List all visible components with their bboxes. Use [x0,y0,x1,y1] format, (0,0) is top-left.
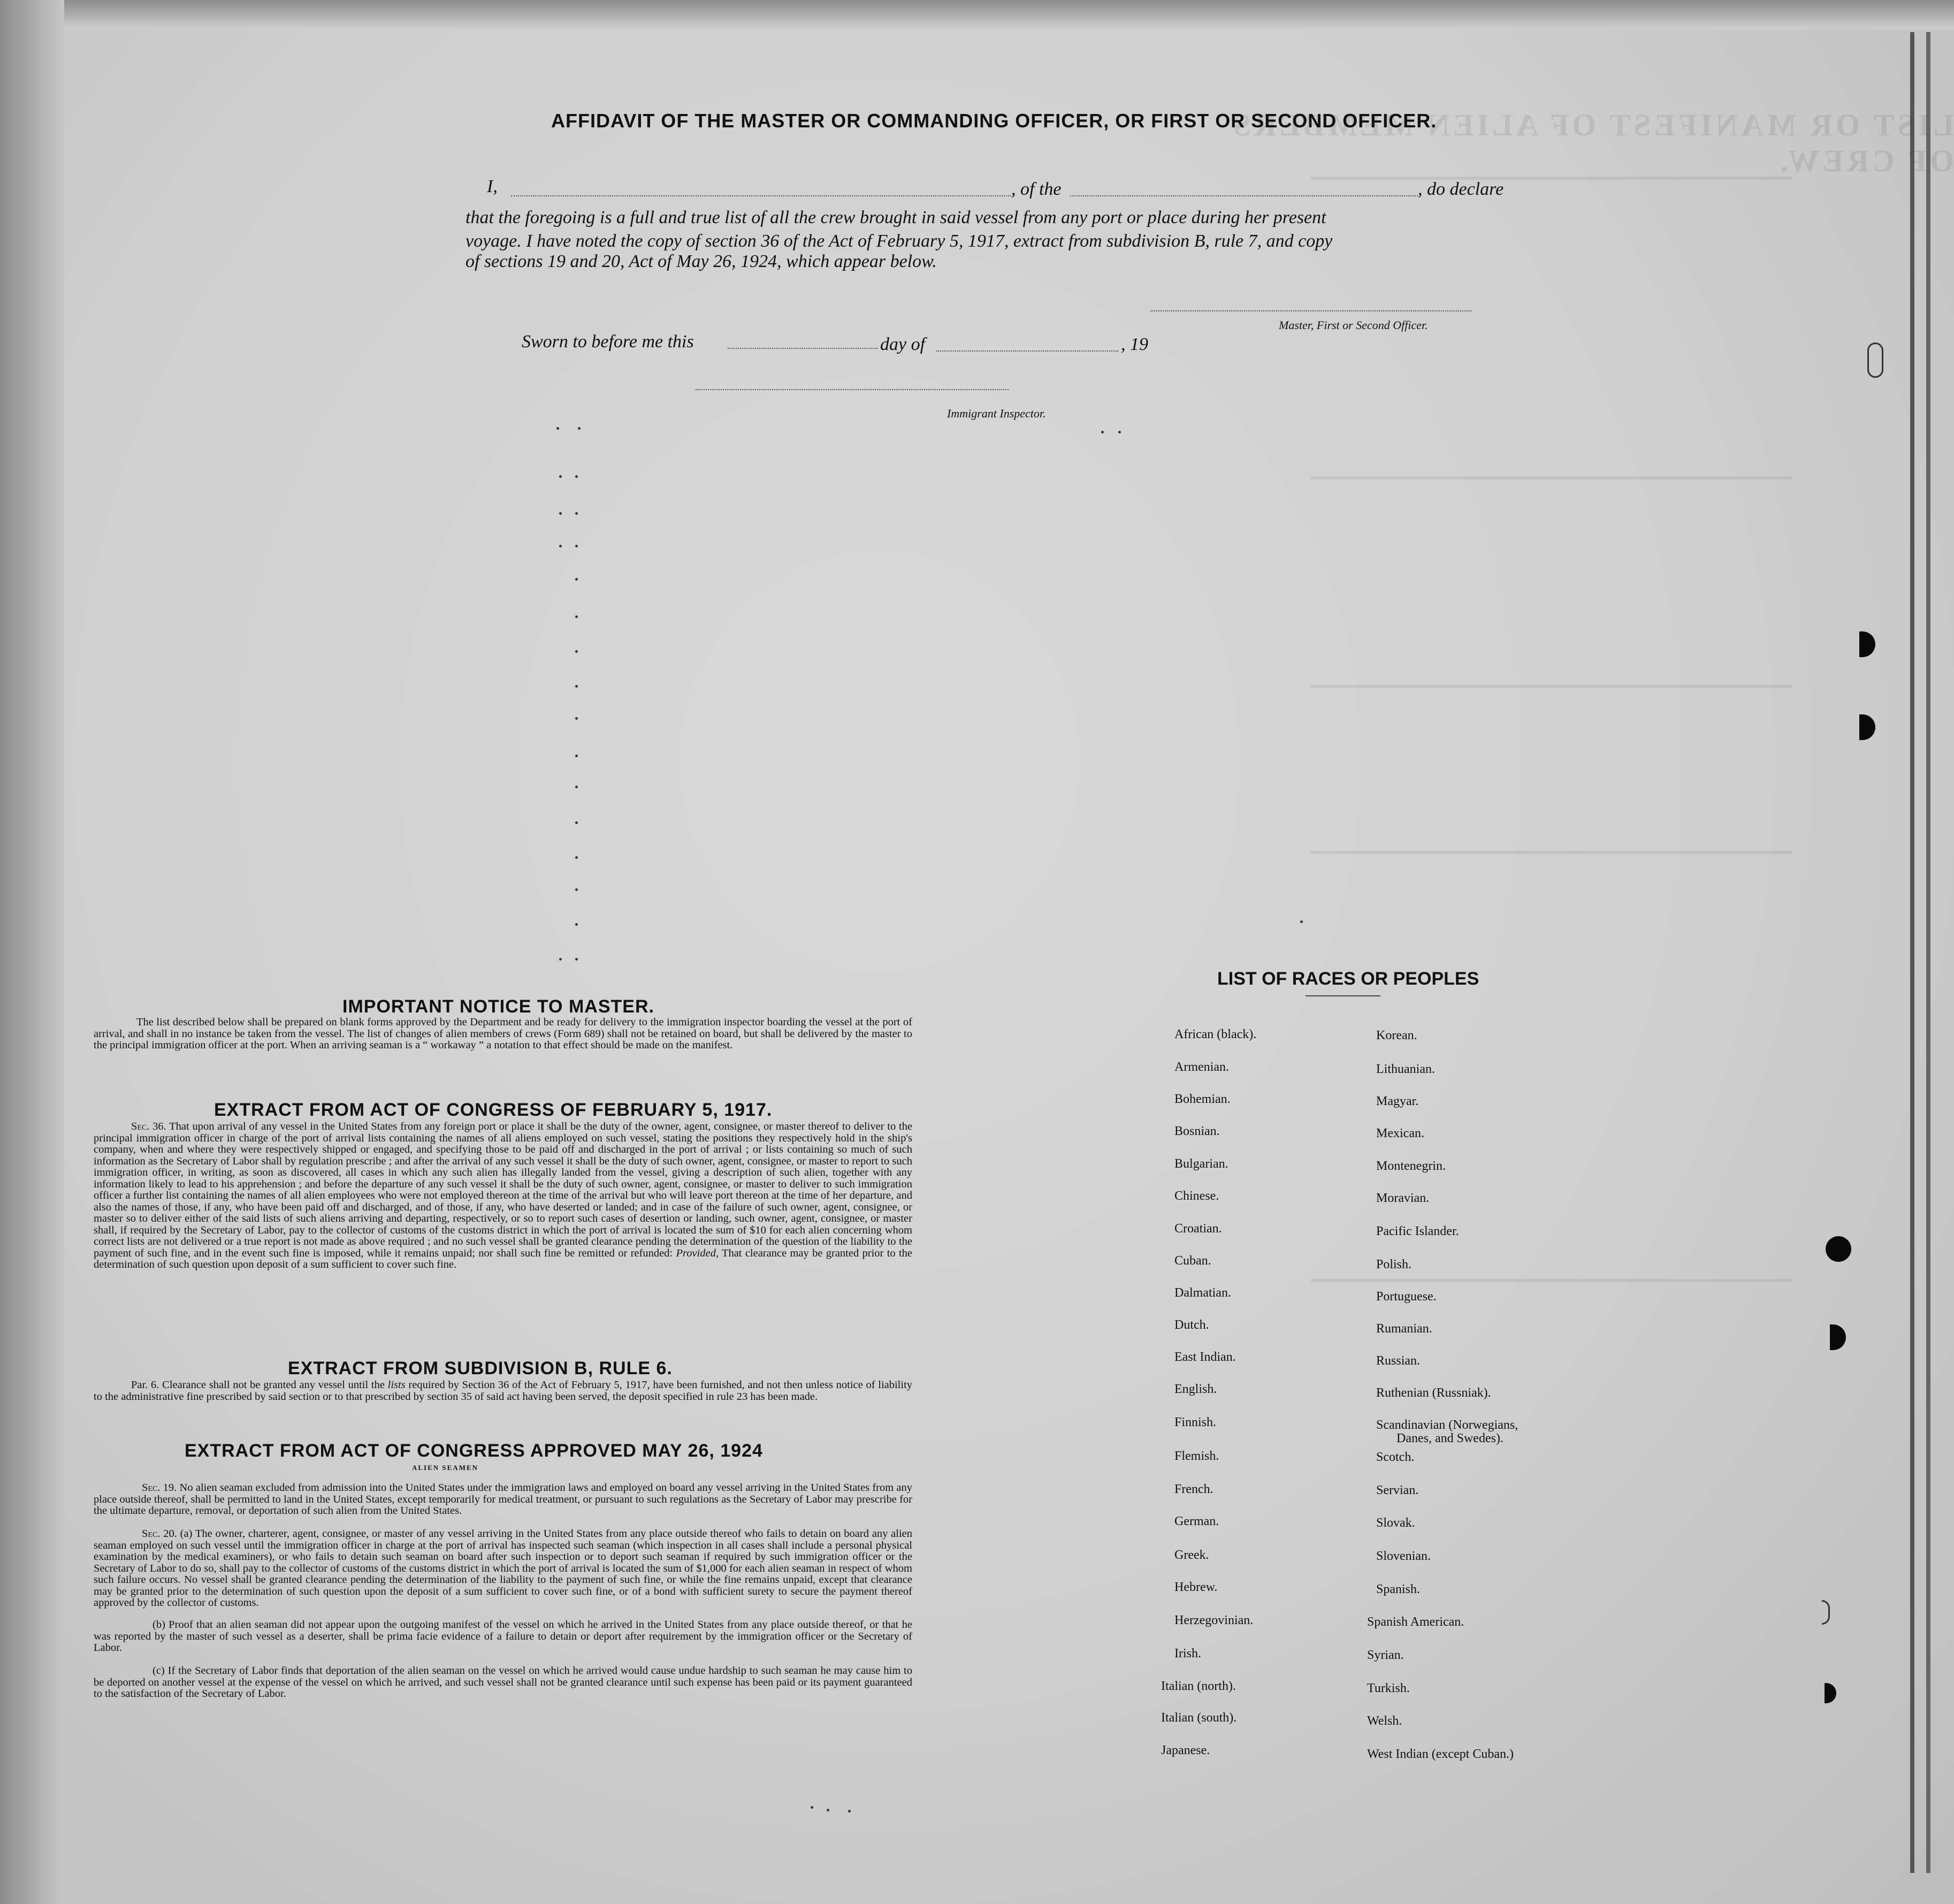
race-item: Portuguese. [1376,1290,1437,1304]
binder-hole [1825,1683,1836,1703]
race-item: Turkish. [1367,1681,1410,1695]
binder-hole [1859,714,1875,740]
bleed-through-line [1311,476,1792,479]
race-item: Croatian. [1174,1222,1222,1236]
race-item: Cuban. [1174,1254,1211,1268]
race-item: Russian. [1376,1354,1421,1368]
rule-6-body [94,1380,912,1403]
affidavit-line-4: of sections 19 and 20, Act of May 26, 1924, which appear below. [465,252,937,271]
race-item: Flemish. [1174,1449,1219,1463]
race-item: Mexican. [1376,1126,1424,1140]
race-item: Italian (south). [1161,1711,1237,1725]
race-item: Servian. [1376,1483,1419,1497]
affidavit-i-label: I, [487,177,498,196]
year-label: , 19 [1121,334,1148,354]
race-item: English. [1174,1382,1217,1396]
extract-1924-title: EXTRACT FROM ACT OF CONGRESS APPROVED MAY 26, 1924 [185,1441,763,1461]
sec-20-label: Sec. 20. [142,1528,177,1540]
race-item: Greek. [1174,1548,1209,1562]
alien-seamen-subtitle: ALIEN SEAMEN [412,1464,479,1472]
day-of-label: day of [880,334,926,354]
bleed-through-line [1311,1279,1792,1282]
race-item: Moravian. [1376,1191,1430,1205]
race-item: Scotch. [1376,1450,1415,1464]
race-item: Armenian. [1174,1060,1229,1074]
sec-20c-body: (c) If the Secretary of Labor finds that deportation of the alien seaman on the vessel on which he arrived would cause undue hardship to such seaman he may cause him to be deported on another vessel at the expense of the vessel on which he arrived, and such vessel shall not be granted clearance until such expense has been paid or its payment guaranteed to the satisfaction of the Secretary of Labor. [94,1665,912,1700]
page-top-shadow [0,0,1954,29]
race-item: Slovak. [1376,1516,1415,1530]
affidavit-line-3: voyage. I have noted the copy of section 36 of the Act of February 5, 1917, extract from subdivision B, rule 7, and copy [465,231,1333,251]
race-item: Spanish American. [1367,1615,1464,1629]
race-item: East Indian. [1174,1350,1236,1364]
race-item: Irish. [1174,1647,1201,1661]
master-signature-label: Master, First or Second Officer. [1279,318,1428,332]
race-item: French. [1174,1482,1213,1496]
race-item: Italian (north). [1161,1679,1236,1693]
sworn-day-field[interactable] [728,348,877,349]
sec-36-label: Sec. 36. [131,1121,166,1132]
race-item: Spanish. [1376,1582,1421,1596]
race-item: Polish. [1376,1258,1412,1271]
race-item: Ruthenian (Russniak). [1376,1386,1491,1400]
sec-20a-text: (a) The owner, charterer, agent, consignee, or master of any vessel arriving in the United States from any place outside thereof who fails to detain on board any alien seaman employed on such vessel until the immigration officer in charge at the port of arrival has inspected such seaman (which inspection in all cases shall include a personal physical examination by the medical examiners), or who fails to detain such seaman on board after such inspection or to deport such seaman if required by such immigration officer or the Secretary of Labor to do so, shall pay to the collector of customs of the customs district in which the port of arrival is located the sum of $1,000 for each alien seaman in respect of whom such failure occurs. No vessel shall be granted clearance pending the determination of the liability to the payment of such fine, or while the fine remains unpaid, except that clearance may be granted prior to the determination of such question upon the deposit of a sum sufficient to cover such fine, or of a bond with sufficient surety to secure the payment thereof approved by the collector of customs. [94,1528,912,1609]
sec-36-text-end: That clearance may be granted prior to the determination of such question upon deposit of a sum sufficient to cover such fine. [94,1247,912,1270]
bleed-through-line [1311,851,1792,854]
rule-6-title: EXTRACT FROM SUBDIVISION B, RULE 6. [288,1358,673,1379]
binder-hole [1830,1324,1846,1350]
race-item: Finnish. [1174,1415,1217,1429]
race-item: Dutch. [1174,1318,1209,1332]
race-item: Bulgarian. [1174,1157,1228,1171]
sec-19-body [94,1482,912,1517]
binder-hole [1826,1236,1851,1262]
race-item: West Indian (except Cuban.) [1367,1747,1514,1761]
race-item: Chinese. [1174,1189,1219,1203]
lists-word: lists [387,1379,406,1391]
race-item: Hebrew. [1174,1580,1218,1594]
affidavit-line-2: that the foregoing is a full and true list of all the crew brought in said vessel from any port or place during her present [465,208,1326,227]
sec-20a-body [94,1528,912,1609]
sworn-month-field[interactable] [936,351,1118,352]
sec-20b-body: (b) Proof that an alien seaman did not appear upon the outgoing manifest of the vessel on which he arrived in the United States from any place outside thereof, or that he was reported by the master of such vessel as a deserter, shall be prima facie evidence of a failure to detain or deport after requirement by the immigration officer or the Secretary of Labor. [94,1619,912,1654]
affidavit-declare-label: , do declare [1418,179,1504,199]
race-item: Lithuanian. [1376,1062,1435,1076]
race-scandinavian-continued: Danes, and Swedes). [1396,1431,1503,1445]
affidavit-of-the-label: , of the [1011,179,1062,199]
races-title: LIST OF RACES OR PEOPLES [1217,969,1479,989]
race-item: German. [1174,1514,1219,1528]
notice-title: IMPORTANT NOTICE TO MASTER. [342,996,654,1017]
sworn-label: Sworn to before me this [522,332,694,352]
race-item: Montenegrin. [1376,1159,1446,1173]
provided-label: Provided, [676,1247,719,1259]
race-item: Bosnian. [1174,1124,1220,1138]
race-item: Pacific Islander. [1376,1224,1459,1238]
race-item: Slovenian. [1376,1549,1431,1563]
master-signature-field[interactable] [1150,310,1471,311]
race-item: Korean. [1376,1029,1417,1042]
binder-hole [1859,631,1875,657]
race-item: Scandinavian (Norwegians, [1376,1418,1518,1432]
sec-36-text: That upon arrival of any vessel in the United States from any foreign port or place it shall be the duty of the owner, agent, consignee, or master thereof to deliver to the principal immigration officer in charge of the port of arrival lists containing the names of all aliens employed on such vessel, stating the positions they respectively hold in the ship's company, when and where they were respectively shipped or engaged, and specifying those to be paid off and discharged in the port of arrival ; or lists containing so much of such information as the Secretary of Labor shall by regulation prescribe ; and after the arrival of any such vessel it shall be the duty of such owner, agent, consignee, or master to report to such immigration officer, in writing, as soon as discovered, all cases in which any such alien has illegally landed from the vessel, giving a description of such alien, together with any information likely to lead to his apprehension ; and before the departure of any such vessel it shall be the duty of such owner, agent, consignee, or master to deliver to such immigration officer a further list containing the names of all alien employees who were not employed thereon at the time of the arrival but who will leave port thereon at the time of her departure, and also the names of those, if any, who have been paid off and discharged, and of those, if any, who have deserted or landed; and in case of the failure of such owner, agent, consignee, or master so to deliver either of the said lists of such aliens arriving and departing, respectively, or so to report such cases of desertion or landing, such owner, agent, consignee, or master shall, if required by the Secretary of Labor, pay to the collector of customs of the customs district in which the port of arrival is located the sum of $10 for each alien concerning whom correct lists are not delivered or a true report is not made as above required ; and no such vessel shall be granted clearance pending the determination of the question of the liability to the payment of such fine, and in the event such fine is imposed, while it remains unpaid; nor shall such fine be remitted or refunded: [94,1121,913,1259]
notice-text: The list described below shall be prepared on blank forms approved by the Department and be ready for delivery to the immigration inspector boarding the vessel at the port of arrival, and shall in no instance be taken from the vessel. The list of changes of alien members of crews (Form 689) shall not be retained on board, but shall be delivered by the master to the principal immigration officer at the port. When an arriving seaman is a “ workaway ” a notation to that effect should be made on the manifest. [94,1016,912,1051]
extract-1917-body [94,1121,912,1271]
race-item: Japanese. [1161,1743,1210,1757]
binder-ring-mark [1867,342,1883,378]
stacked-page-edge [1926,32,1930,1873]
race-item: Bohemian. [1174,1092,1231,1106]
race-item: Dalmatian. [1174,1286,1231,1300]
vessel-name-field[interactable] [1070,195,1418,196]
races-title-rule [1306,995,1380,996]
inspector-label: Immigrant Inspector. [947,407,1046,420]
race-item: African (black). [1174,1027,1257,1041]
extract-1917-title: EXTRACT FROM ACT OF CONGRESS OF FEBRUARY 5, 1917. [214,1100,773,1120]
race-item: Syrian. [1367,1648,1404,1662]
par-6-label: Par. 6. [131,1379,159,1391]
sec-19-label: Sec. 19. [142,1482,177,1494]
stacked-page-edge [1910,32,1914,1873]
race-item: Rumanian. [1376,1322,1432,1336]
sec-19-text: No alien seaman excluded from admission into the United States under the immigration laws and employed on board any vessel arriving in the United States from any place outside thereof, shall be permitted to land in the United States, except temporarily for medical treatment, or pursuant to such regulations as the Secretary of Labor may prescribe for the ultimate departure, removal, or deportation of such alien from the United States. [94,1482,913,1517]
bleed-through-heading: LIST OR MANIFEST OF ALIEN MEMBERS OF CREW. [1230,108,1954,178]
bleed-through-line [1311,685,1792,688]
rule-6-text-b: required by Section 36 of the Act of February 5, 1917, have been furnished, and not then unless notice of liability to the administrative fine prescribed by said section or to that prescribed by section 35 of said act having been served, the deposit specified in rule 23 has been made. [94,1379,913,1403]
binder-ring-mark [1822,1600,1830,1625]
bleed-through-line [1311,177,1792,180]
inspector-signature-field[interactable] [696,389,1009,390]
race-item: Welsh. [1367,1714,1402,1728]
page-left-shadow [0,0,64,1904]
affidavit-title: AFFIDAVIT OF THE MASTER OR COMMANDING OFFICER, OR FIRST OR SECOND OFFICER. [551,110,1437,132]
race-item: Magyar. [1376,1094,1419,1108]
race-item: Herzegovinian. [1174,1613,1254,1627]
master-name-field[interactable] [511,195,1011,196]
rule-6-text-a: Clearance shall not be granted any vessel until the [162,1379,385,1391]
